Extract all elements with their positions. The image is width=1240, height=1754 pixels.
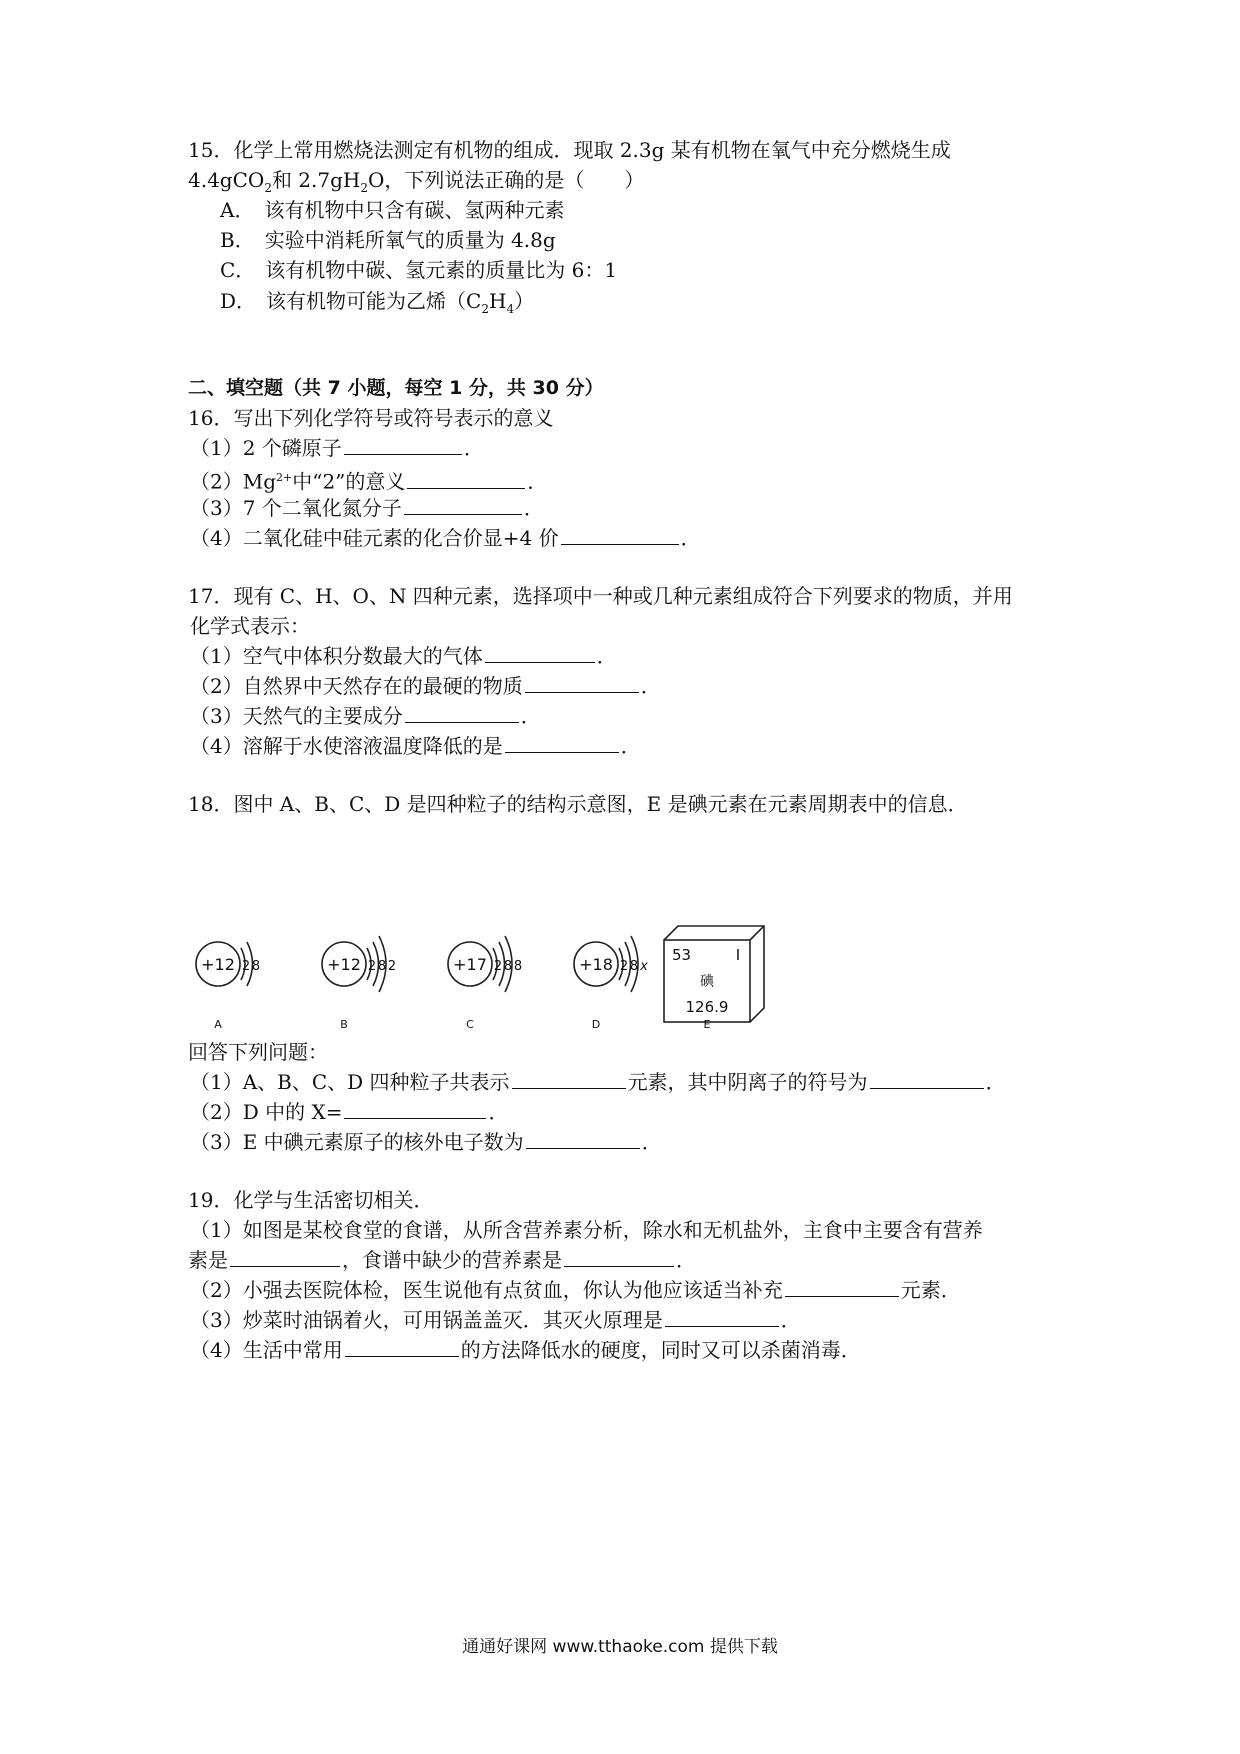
electron-count: 2 bbox=[387, 959, 397, 974]
electron-count: 2 bbox=[367, 959, 377, 974]
q17-part2: （2）自然界中天然存在的最硬的物质 ． bbox=[190, 674, 661, 698]
element-name: 碘 bbox=[700, 974, 714, 990]
electron-count: 2 bbox=[493, 959, 503, 974]
particle-structure-diagram bbox=[186, 878, 846, 1028]
section-title: 二、填空题（共 7 小题，每空 1 分，共 30 分） bbox=[188, 377, 604, 399]
electron-count: 2 bbox=[241, 959, 251, 974]
answer-blank[interactable] bbox=[870, 1068, 984, 1089]
particle-label: E bbox=[703, 1018, 711, 1028]
answer-blank[interactable] bbox=[526, 1128, 640, 1149]
q15-stem-line1: 15．化学上常用燃烧法测定有机物的组成．现取 2.3g 某有机物在氧气中充分燃烧生成 bbox=[188, 138, 951, 162]
q16-stem: 16．写出下列化学符号或符号表示的意义 bbox=[188, 406, 554, 430]
particle-label: A bbox=[214, 1018, 222, 1028]
nucleus-charge: +17 bbox=[453, 955, 487, 974]
particle-label: B bbox=[340, 1018, 348, 1028]
particle-label: C bbox=[466, 1018, 474, 1028]
q17-stem-line2: 化学式表示： bbox=[190, 614, 310, 638]
answer-blank[interactable] bbox=[407, 468, 525, 489]
nucleus-charge: +12 bbox=[201, 955, 235, 974]
nucleus-charge: +12 bbox=[327, 955, 361, 974]
q15-option-d: D． 该有机物可能为乙烯$(C_2H_4)$ bbox=[220, 289, 535, 316]
q16-part1: （1）2 个磷原子 ． bbox=[190, 436, 484, 460]
q16-part3: （3）7 个二氧化氮分子 ． bbox=[190, 496, 544, 520]
q16-part2: $(2)Mg^{2+}$中“2”的意义 ． bbox=[190, 469, 548, 494]
answer-blank[interactable] bbox=[561, 524, 679, 545]
answer-blank[interactable] bbox=[404, 494, 522, 515]
q17-part1: （1）空气中体积分数最大的气体 ． bbox=[190, 644, 617, 668]
q19-part1-line1: （1）如图是某校食堂的食谱，从所含营养素分析，除水和无机盐外，主食中主要含有营养 bbox=[190, 1218, 983, 1242]
electron-count: 8 bbox=[503, 959, 513, 974]
electron-count: 8 bbox=[251, 959, 261, 974]
atomic-mass: 126.9 bbox=[685, 998, 729, 1016]
q17-stem-line1: 17．现有 C、H、O、N 四种元素，选择项中一种或几种元素组成符合下列要求的物质，并用 bbox=[188, 584, 1013, 608]
answer-blank[interactable] bbox=[485, 642, 595, 663]
q18-part1: （1）A、B、C、D 四种粒子共表示 元素，其中阴离子的符号为 ． bbox=[190, 1070, 1006, 1094]
q17-part4: （4）溶解于水使溶液温度降低的是 ． bbox=[190, 734, 641, 758]
answer-blank[interactable] bbox=[344, 434, 462, 455]
q15-option-b: B． 实验中消耗所氧气的质量为 4.8g bbox=[220, 228, 556, 252]
answer-blank[interactable] bbox=[512, 1068, 626, 1089]
q17-part3: （3）天然气的主要成分 ． bbox=[190, 704, 541, 728]
answer-blank[interactable] bbox=[505, 732, 619, 753]
q18-part2: （2）D 中的 X= ． bbox=[190, 1100, 509, 1124]
answer-blank[interactable] bbox=[230, 1246, 340, 1267]
q18-answer-intro: 回答下列问题： bbox=[188, 1040, 328, 1064]
answer-blank[interactable] bbox=[665, 1306, 779, 1327]
answer-blank[interactable] bbox=[344, 1098, 486, 1119]
electron-count: x bbox=[640, 959, 648, 974]
electron-count: 2 bbox=[619, 959, 629, 974]
q19-part4: （4）生活中常用 的方法降低水的硬度，同时又可以杀菌消毒． bbox=[190, 1338, 861, 1362]
q19-stem: 19．化学与生活密切相关． bbox=[188, 1188, 434, 1212]
answer-blank[interactable] bbox=[785, 1276, 899, 1297]
q19-part1-line2: 素是 ，食谱中缺少的营养素是 ． bbox=[188, 1248, 696, 1272]
electron-count: 8 bbox=[377, 959, 387, 974]
q15-stem-line2: 4.4gCO$_2$和 $2.7gH_2O$，下列说法正确的是（ ） bbox=[188, 168, 645, 195]
element-symbol: I bbox=[735, 946, 741, 964]
answer-blank[interactable] bbox=[525, 672, 639, 693]
q15-option-c: C． 该有机物中碳、氢元素的质量比为 6：1 bbox=[220, 258, 618, 282]
q19-part3: （3）炒菜时油锅着火，可用锅盖盖灭．其灭火原理是 ． bbox=[190, 1308, 801, 1332]
nucleus-charge: +18 bbox=[579, 955, 613, 974]
answer-blank[interactable] bbox=[564, 1246, 674, 1267]
q18-stem: 18．图中 A、B、C、D 是四种粒子的结构示意图，E 是碘元素在元素周期表中的信息． bbox=[188, 792, 968, 816]
q18-part3: （3）E 中碘元素原子的核外电子数为 ． bbox=[190, 1130, 662, 1154]
atomic-number: 53 bbox=[672, 946, 692, 964]
q16-part4: （4）二氧化硅中硅元素的化合价显+4 价 ． bbox=[190, 526, 701, 550]
particle-label: D bbox=[591, 1018, 601, 1028]
answer-blank[interactable] bbox=[345, 1336, 459, 1357]
q15-option-a: A． 该有机物中只含有碳、氢两种元素 bbox=[220, 198, 565, 222]
q19-part2: （2）小强去医院体检，医生说他有点贫血，你认为他应该适当补充 元素． bbox=[190, 1278, 961, 1302]
electron-count: 8 bbox=[629, 959, 639, 974]
page-footer: 通通好课网 www.tthaoke.com 提供下载 bbox=[462, 1637, 778, 1657]
electron-count: 8 bbox=[513, 959, 523, 974]
answer-blank[interactable] bbox=[405, 702, 519, 723]
